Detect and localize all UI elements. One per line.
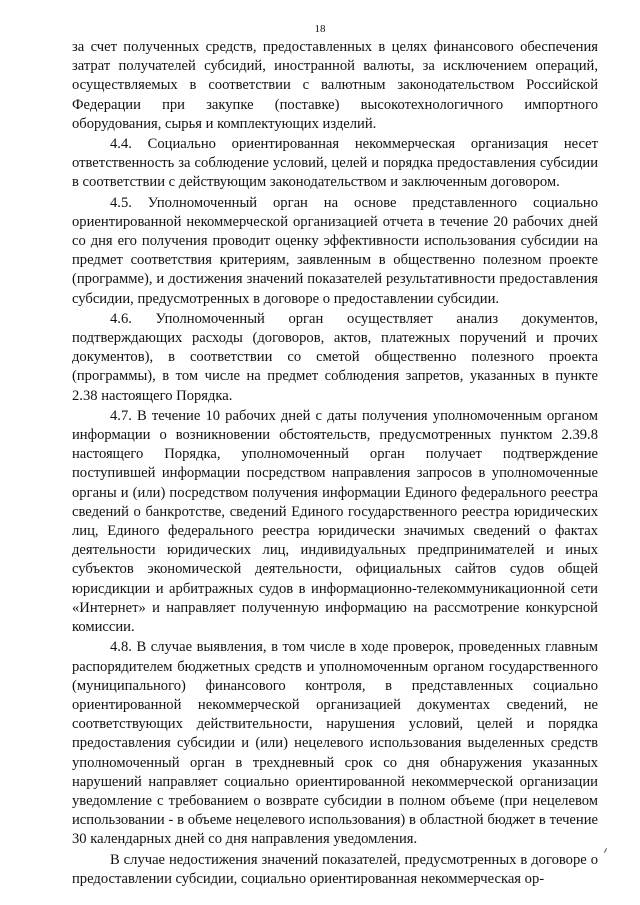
page-number: 18 — [314, 23, 326, 35]
paragraph-4-8: 4.8. В случае выявления, в том числе в ходе проверок, проведенных главным распорядителем бюджетных средств и уполномоченным органом государственного (муниципального) финансового контроля, в представленных социально ориентированной некоммерческой организацией документах сведений, не соответствующих действительности, нарушения условий, целей и порядка предоставления субсидии и (или) нецелевого использования выделенных средств уполномоченный орган в трехдневный срок со дня обнаружения указанных нарушений направляет социально ориентированной некоммерческой организации уведомление с требованием о возврате субсидии в полном объеме (при нецелевом использовании - в объеме нецелевого использования) в областной бюджет в течение 30 календарных дней со дня направления уведомления. — [72, 639, 598, 848]
paragraph-4-5: 4.5. Уполномоченный орган на основе представленного социально ориентированной некоммерческой организацией отчета в течение 20 рабочих дней со дня его получения проводит оценку эффективности использования субсидии на предмет соответствия критериям, заявленным в общественно полезном проекте (программе), и достижения значений показателей результативности предоставления субсидии, предусмотренных в договоре о предоставлении субсидии. — [72, 194, 598, 307]
paragraph-4-4: 4.4. Социально ориентированная некоммерческая организация несет ответственность за соблюдение условий, целей и порядка предоставления субсидии в соответствии с действующим законодательством и заключенным договором. — [72, 136, 598, 191]
paragraph-continuation: за счет полученных средств, предоставленных в целях финансового обеспечения затрат получателей субсидий, иностранной валюты, за исключением операций, осуществляемых в соответствии с валютным законодательством Российской Федерации при закупке (поставке) высокотехнологичного импортного оборудования, сырья и комплектующих изделий. — [72, 39, 598, 132]
paragraph-4-6: 4.6. Уполномоченный орган осуществляет анализ документов, подтверждающих расходы (договоров, актов, платежных поручений и прочих документов), в соответствии со сметой общественно полезного проекта (программы), в том числе на предмет соблюдения запретов, указанных в пункте 2.38 настоящего Порядка. — [72, 310, 598, 404]
paragraph-4-7: 4.7. В течение 10 рабочих дней с даты получения уполномоченным органом информации о возникновении обстоятельств, предусмотренных пунктом 2.39.8 настоящего Порядка, уполномоченный орган получает подтверждение поступившей информации посредством направления запросов в уполномоченные органы и (или) посредством получения информации Единого федерального реестра сведений о банкротстве, сведений Единого государственного реестра юридических лиц, Единого федерального реестра юридически значимых сведений о фактах деятельности юридических лиц, индивидуальных предпринимателей и иных субъектов экономической деятельности, официальных сайтов судов общей юрисдикции и арбитражных судов в информационно-телекоммуникационной сети «Интернет» и направляет полученную информацию на рассмотрение конкурсной комиссии. — [72, 407, 598, 636]
paragraph-shortfall: В случае недостижения значений показателей, предусмотренных в договоре о предоставлении субсидии, социально ориентированная некоммерческая ор- — [72, 851, 598, 887]
document-body — [72, 38, 598, 890]
scan-mark — [604, 848, 607, 853]
